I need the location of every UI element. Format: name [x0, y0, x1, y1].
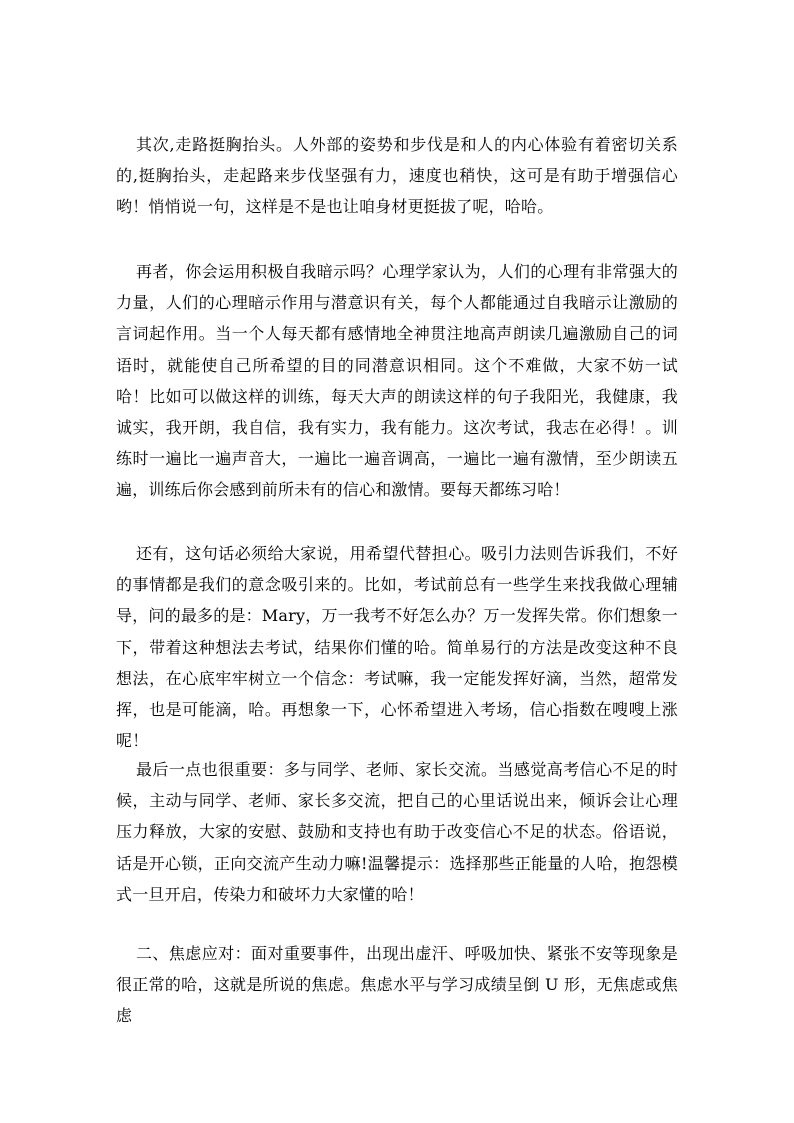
paragraph-hope-over-worry: 还有，这句话必须给大家说，用希望代替担心。吸引力法则告诉我们，不好的事情都是我们的意念吸引来的。比如，考试前总有一些学生来找我做心理辅导，问的最多的是：Mary，万一我考不好怎么办？万一发挥失常。你们想象一下，带着这种想法去考试，结果你们懂的哈。简单易行的方法是改变这种不良想法，在心底牢牢树立一个信念：考试嘛，我一定能发挥好滴，当然，超常发挥，也是可能滴，哈。再想象一下，心怀希望进入考场，信心指数在嗖嗖上涨呢！: [116, 544, 678, 751]
paragraph-walk-upright: 其次,走路挺胸抬头。人外部的姿势和步伐是和人的内心体验有着密切关系的,挺胸抬头，走起路来步伐坚强有力，速度也稍快，这可是有助于增强信心哟！悄悄说一句，这样是不是也让咱身材更挺拔了呢，哈哈。: [116, 135, 678, 217]
paragraph-anxiety-coping: 二、焦虑应对：面对重要事件，出现出虚汗、呼吸加快、紧张不安等现象是很正常的哈，这就是所说的焦虑。焦虑水平与学习成绩呈倒 U 形，无焦虑或焦虑: [116, 944, 678, 1026]
paragraph-communicate: 最后一点也很重要：多与同学、老师、家长交流。当感觉高考信心不足的时候，主动与同学、老师、家长多交流，把自己的心里话说出来，倾诉会让心理压力释放，大家的安慰、鼓励和支持也有助于改变信心不足的状态。俗语说，话是开心锁，正向交流产生动力嘛!温馨提示：选择那些正能量的人哈，抱怨模式一旦开启，传染力和破坏力大家懂的哈！: [116, 760, 678, 904]
paragraph-self-suggestion: 再者，你会运用积极自我暗示吗？心理学家认为，人们的心理有非常强大的力量，人们的心理暗示作用与潜意识有关，每个人都能通过自我暗示让激励的言词起作用。当一个人每天都有感情地全神贯注地高声朗读几遍激励自己的词语时，就能使自己所希望的目的同潜意识相同。这个不难做，大家不妨一试哈！比如可以做这样的训练，每天大声的朗读这样的句子我阳光，我健康，我诚实，我开朗，我自信，我有实力，我有能力。这次考试，我志在必得！。训练时一遍比一遍声音大，一遍比一遍音调高，一遍比一遍有激情，至少朗读五遍，训练后你会感到前所未有的信心和激情。要每天都练习哈！: [116, 262, 678, 500]
